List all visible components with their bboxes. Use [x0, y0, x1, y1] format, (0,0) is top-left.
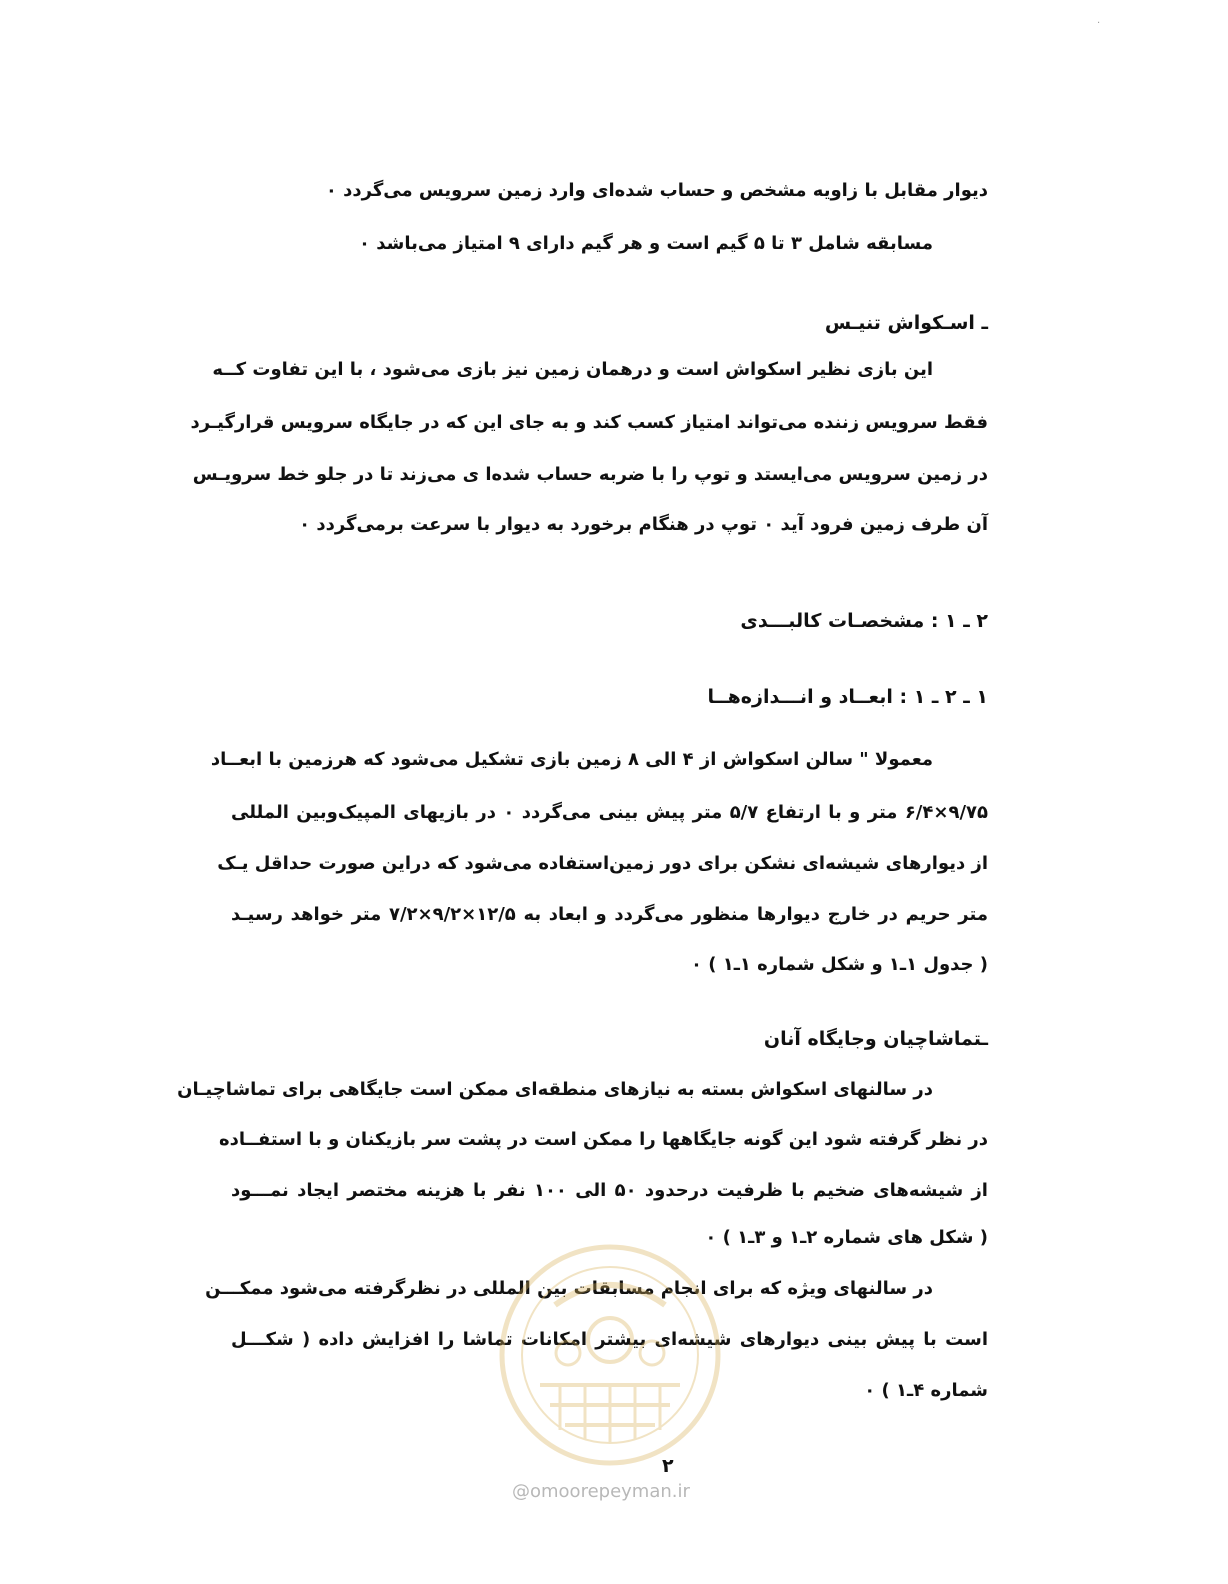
paragraph-line: در نظر گرفته شود این گونه جایگاهها را ممکن است در پشت سر بازیکنان و با استفــاده [218, 1129, 988, 1150]
paragraph-line: معمولا " سالن اسکواش از ۴ الی ۸ زمین بازی تشکیل می‌شود که هرزمین با ابعــاد [210, 749, 933, 770]
paragraph-line: متر حریم در خارج دیوارها منظور می‌گردد و ابعاد به ۱۲/۵×۹/۲×۷/۲ متر خواهد رسیـد [231, 904, 988, 925]
paragraph-line: ( جدول ۱ـ۱ و شکل شماره ۱ـ۱ ) ٠ [690, 954, 988, 975]
section-heading: ـ اسـکواش تنیـس [824, 312, 988, 334]
paragraph-line: در سالنهای اسکواش بسته به نیازهای منطقه‌ای ممکن است جایگاهی برای تماشاچیـان [177, 1079, 933, 1100]
section-heading: ـتماشاچیان وجایگاه آنان [763, 1028, 988, 1050]
paragraph-line: ( شکل های شماره ۲ـ۱ و ۳ـ۱ ) ٠ [705, 1227, 988, 1248]
footer-website: @omoorepeyman.ir [512, 1481, 690, 1502]
paragraph-line: آن طرف زمین فرود آید ٠ توپ در هنگام برخورد به دیوار با سرعت برمی‌گردد ٠ [299, 514, 988, 535]
paragraph-line: مسابقه شامل ۳ تا ۵ گیم است و هر گیم دارای ۹ امتیاز می‌باشد ٠ [359, 233, 933, 254]
paragraph-line: فقط سرویس زننده می‌تواند امتیاز کسب کند و به جای این که در جایگاه سرویس قرارگیـرد [190, 412, 988, 433]
subsection-heading: ۱ ـ ۲ ـ ۱ : ابعــاد و انـــدازه‌هــا [707, 686, 988, 708]
paragraph-line: این بازی نظیر اسکواش است و درهمان زمین نیز بازی می‌شود ، با این تفاوت کــه [212, 359, 933, 380]
paragraph-line: ۹/۷۵×۶/۴ متر و با ارتفاع ۵/۷ متر پیش بینی می‌گردد ٠ در بازیهای المپیک‌وبین المللی [231, 802, 988, 823]
paragraph-line: از شیشه‌های ضخیم با ظرفیت درحدود ۵۰ الی ۱۰۰ نفر با هزینه مختصر ایجاد نمـــود [231, 1180, 988, 1201]
paragraph-line: از دیوارهای شیشه‌ای نشکن برای دور زمین‌استفاده می‌شود که دراین صورت حداقل یـک [217, 853, 988, 874]
section-heading: ۲ ـ ۱ : مشخصـات کالبـــدی [740, 610, 988, 632]
page-number: ۲ [662, 1455, 674, 1477]
watermark-seal-icon [490, 1235, 730, 1475]
paragraph-line: در زمین سرویس می‌ایستد و توپ را با ضربه حساب شده‌ا ی می‌زند تا در جلو خط سرویـس [192, 464, 988, 485]
paragraph-line: شماره ۴ـ۱ ) ٠ [864, 1380, 988, 1401]
paragraph-line: در سالنهای ویژه که برای انجام مسابقات بین المللی در نظرگرفته می‌شود ممکـــن [205, 1278, 933, 1299]
paragraph-line: است با پیش بینی دیوارهای شیشه‌ای بیشتر امکانات تماشا را افزایش داده ( شکـــل [231, 1329, 988, 1350]
paragraph-line: دیوار مقابل با زاویه مشخص و حساب شده‌ای وارد زمین سرویس می‌گردد ٠ [325, 180, 988, 201]
scan-speck: · [1097, 18, 1101, 29]
